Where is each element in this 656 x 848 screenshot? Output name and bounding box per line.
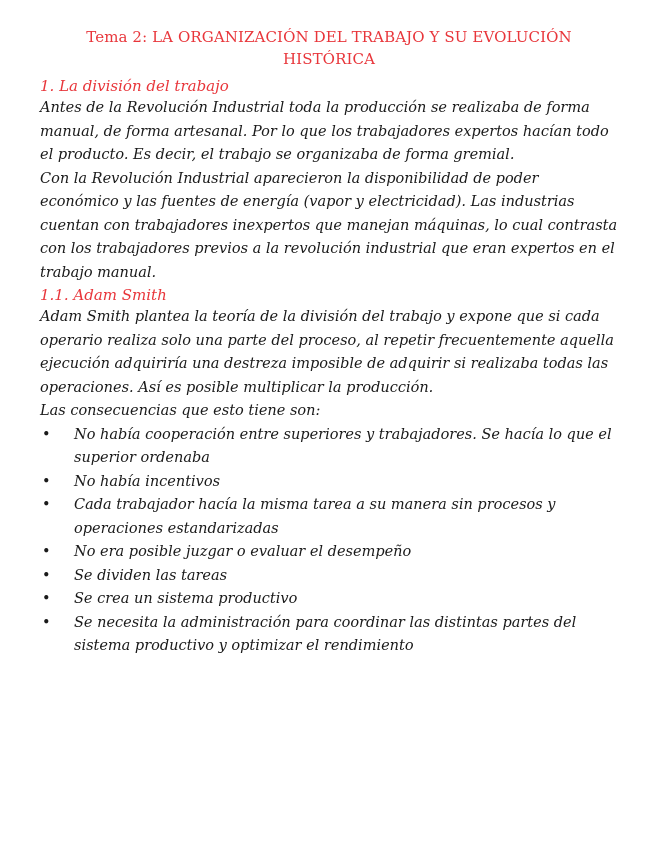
list-item bbox=[40, 424, 618, 471]
list-item bbox=[40, 588, 618, 612]
list-item bbox=[40, 541, 618, 565]
bullet-icon: • bbox=[42, 544, 51, 560]
bullet-icon: • bbox=[42, 426, 51, 443]
bullet-icon: • bbox=[42, 473, 51, 490]
bullet-icon: • bbox=[42, 497, 51, 513]
paragraph-adam-smith-theory: Adam Smith plantea la teoría de la división del trabajo y expone que si cada operario realiza solo una parte del proceso, al repetir frecuentemente aquella ejecución adquiriría una destreza imposible de adquirir si realizaba todas las operaciones. Así es posible multiplicar la producción. bbox=[40, 309, 614, 396]
document-page bbox=[40, 26, 618, 659]
section-heading-adam-smith: 1.1. Adam Smith bbox=[40, 286, 167, 304]
paragraph-consequences-intro: Las consecuencias que esto tiene son: bbox=[40, 403, 321, 419]
list-item-text: Se crea un sistema productivo bbox=[74, 591, 298, 607]
paragraph-pre-industrial: Antes de la Revolución Industrial toda la producción se realizaba de forma manual, de forma artesanal. Por lo que los trabajadores expertos hacían todo el producto. Es decir, el trabajo se organizaba de forma gremial. bbox=[40, 100, 609, 163]
list-item bbox=[40, 565, 618, 589]
bullet-icon: • bbox=[42, 567, 51, 584]
list-item-text: Cada trabajador hacía la misma tarea a su manera sin procesos y operaciones estandarizadas bbox=[74, 497, 556, 537]
bullet-icon: • bbox=[42, 614, 51, 631]
list-item-text: No era posible juzgar o evaluar el desempeño bbox=[74, 544, 412, 560]
list-item bbox=[40, 471, 618, 495]
list-item-text: No había cooperación entre superiores y trabajadores. Se hacía lo que el superior ordenaba bbox=[74, 426, 612, 466]
list-item-text: Se necesita la administración para coordinar las distintas partes del sistema productivo y optimizar el rendimiento bbox=[74, 614, 577, 654]
document-title: Tema 2: LA ORGANIZACIÓN DEL TRABAJO Y SU EVOLUCIÓN HISTÓRICA bbox=[86, 28, 572, 68]
list-item-text: No había incentivos bbox=[74, 473, 221, 490]
paragraph-industrial-revolution: Con la Revolución Industrial aparecieron la disponibilidad de poder económico y las fuentes de energía (vapor y electricidad). Las industrias cuentan con trabajadores inexpertos que manejan máquinas, lo cual contrasta con los trabajadores previos a la revolución industrial que eran expertos en el trabajo manual. bbox=[40, 170, 618, 281]
list-item-text: Se dividen las tareas bbox=[74, 567, 228, 584]
bullet-icon: • bbox=[42, 591, 51, 607]
list-item bbox=[40, 494, 618, 541]
consequences-list bbox=[40, 424, 618, 659]
section-heading-division: 1. La división del trabajo bbox=[40, 77, 229, 95]
list-item bbox=[40, 612, 618, 659]
